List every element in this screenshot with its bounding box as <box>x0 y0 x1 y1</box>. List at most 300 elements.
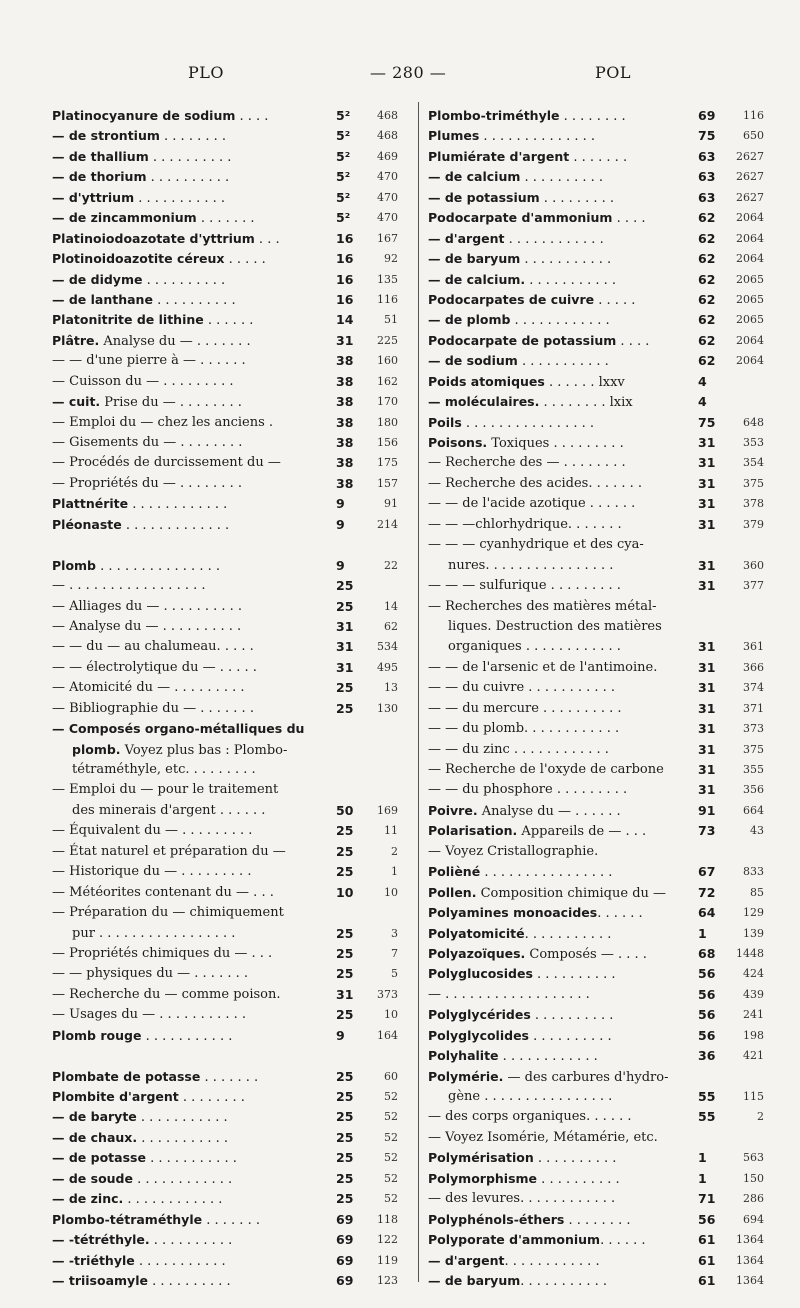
index-entry <box>52 413 404 433</box>
entry-text <box>428 208 696 229</box>
entry-headword: Polyglycérides <box>428 1007 531 1023</box>
entry-text <box>52 821 332 841</box>
entry-text <box>448 637 696 657</box>
entry-text <box>428 392 696 413</box>
entry-headword: Plumiérate d'argent <box>428 148 570 164</box>
volume-number: 38 <box>336 475 354 491</box>
index-entry <box>52 392 404 412</box>
volume-number: 31 <box>336 659 354 675</box>
page-reference: 563 <box>743 1151 764 1165</box>
page-reference: 10 <box>384 1008 398 1022</box>
entry-text <box>428 351 696 372</box>
index-entry <box>52 719 404 739</box>
index-entry <box>428 106 768 126</box>
index-entry <box>52 556 404 576</box>
entry-headword: — -triéthyle <box>52 1252 135 1268</box>
entry-subtext: Analyse du — . . . . . . <box>477 803 621 819</box>
volume-number: 31 <box>698 659 716 675</box>
entry-text <box>52 1169 332 1190</box>
entry-headword: Polyporate d'ammonium <box>428 1232 601 1248</box>
page-reference: 116 <box>743 109 764 122</box>
index-entry <box>52 474 404 494</box>
entry-text <box>52 842 332 862</box>
volume-number: 25 <box>336 843 354 859</box>
page-reference: 469 <box>377 149 398 163</box>
volume-number: 25 <box>336 823 354 839</box>
index-entry <box>428 1230 768 1250</box>
entry-headword: Platonitrite de lithine <box>52 312 204 328</box>
volume-number: 31 <box>698 639 716 655</box>
entry-text <box>52 433 332 453</box>
entry-subtext: . . . . . . . . . . <box>148 149 232 165</box>
entry-text <box>52 964 332 984</box>
volume-number: 31 <box>336 332 354 348</box>
entry-subtext: . . . . <box>612 211 646 227</box>
entry-text <box>428 1128 696 1148</box>
page-reference: 225 <box>377 333 398 347</box>
page-reference: 13 <box>384 681 398 695</box>
page-reference: 373 <box>743 722 764 736</box>
entry-text <box>52 637 332 657</box>
entry-subtext: — Équivalent du — . . . . . . . . . <box>52 823 253 839</box>
index-entry <box>52 331 404 351</box>
index-entry <box>52 535 404 555</box>
entry-subtext: — Analyse du — . . . . . . . . . . <box>52 618 242 634</box>
entry-headword: Plomb rouge <box>52 1027 142 1043</box>
entry-text <box>52 453 332 473</box>
volume-number: 56 <box>698 1027 716 1043</box>
page-reference: 375 <box>743 476 764 490</box>
volume-number: 50 <box>336 802 354 818</box>
entry-text <box>428 515 696 535</box>
index-entry <box>52 515 404 535</box>
index-entry <box>428 1026 768 1046</box>
entry-subtext: . . . . . . . . . . . <box>145 1151 237 1167</box>
entry-text <box>428 964 696 985</box>
entry-text <box>428 699 696 719</box>
index-entry <box>428 474 768 494</box>
page-reference: 60 <box>384 1069 398 1083</box>
volume-number: 9 <box>336 557 345 573</box>
page-reference: 85 <box>750 885 764 899</box>
entry-headword: — de zinc. <box>52 1191 124 1207</box>
entry-headword: — de thallium <box>52 148 149 164</box>
entry-text <box>52 1128 332 1149</box>
volume-number: 25 <box>336 598 354 614</box>
index-entry <box>52 433 404 453</box>
index-entry <box>52 249 404 269</box>
entry-text <box>52 1230 332 1251</box>
entry-subtext: . . . . <box>235 109 269 124</box>
entry-subtext: — — physiques du — . . . . . . . <box>52 966 249 982</box>
volume-number: 4 <box>698 373 707 389</box>
entry-text <box>428 1271 696 1292</box>
page-reference: 157 <box>377 476 398 490</box>
entry-text <box>52 310 332 331</box>
index-entry <box>52 1251 404 1271</box>
volume-number: 16 <box>336 251 354 267</box>
volume-number: 25 <box>336 1109 354 1125</box>
entry-headword: — d'argent <box>428 1252 505 1268</box>
entry-text <box>52 944 332 964</box>
page-reference: 52 <box>384 1192 398 1206</box>
volume-number: 1 <box>698 1150 707 1166</box>
page-reference: 2064 <box>736 231 764 245</box>
volume-number: 61 <box>698 1252 716 1268</box>
entry-subtext: . . . . . . . . . . <box>152 292 236 308</box>
volume-number: 9 <box>336 516 345 532</box>
index-entry <box>428 678 768 698</box>
entry-subtext: — des corps organiques. . . . . . <box>428 1109 632 1125</box>
entry-subtext: — — du — au chalumeau. . . . . <box>52 639 254 655</box>
entry-subtext: . . . <box>254 231 280 247</box>
entry-text <box>52 556 332 577</box>
entry-subtext: — des carbures d'hydro- <box>503 1069 669 1085</box>
entry-headword: — de strontium <box>52 128 160 144</box>
entry-subtext: . . . . . . . . . . . . <box>123 1192 223 1208</box>
entry-subtext: . . . . . . . . . . . <box>134 1253 226 1269</box>
volume-number: 62 <box>698 332 716 348</box>
entry-headword: — de calcium. <box>428 271 526 287</box>
index-entry <box>52 760 404 780</box>
entry-text <box>52 270 332 291</box>
page-reference: 10 <box>384 885 398 899</box>
volume-number: 25 <box>336 925 354 941</box>
entry-subtext: . . . . . . . . . . <box>146 170 230 186</box>
volume-number: 62 <box>698 353 716 369</box>
entry-text <box>428 1067 696 1088</box>
entry-text <box>52 147 332 168</box>
volume-number: 9 <box>336 1027 345 1043</box>
entry-text <box>52 1189 332 1210</box>
entry-subtext: Toxiques . . . . . . . . . <box>487 436 624 451</box>
volume-number: 31 <box>698 516 716 532</box>
page-reference: 2627 <box>736 190 764 204</box>
volume-number: 5² <box>336 210 351 226</box>
entry-subtext: . . . . . . . . . . . <box>525 272 617 288</box>
index-entry <box>428 392 768 412</box>
volume-number: 73 <box>698 823 716 839</box>
index-entry <box>52 576 404 596</box>
index-entry <box>52 1189 404 1209</box>
volume-number: 16 <box>336 230 354 246</box>
page-reference: 52 <box>384 1151 398 1165</box>
index-column-right <box>428 106 768 1291</box>
entry-subtext: — Historique du — . . . . . . . . . <box>52 864 252 880</box>
index-entry <box>428 290 768 310</box>
index-entry <box>52 821 404 841</box>
entry-headword: Poisons. <box>428 435 488 450</box>
entry-text <box>52 188 332 209</box>
page-reference: 22 <box>384 558 398 572</box>
index-entry <box>428 494 768 514</box>
entry-subtext: — Gisements du — . . . . . . . . <box>52 435 243 450</box>
volume-number: 55 <box>698 1109 716 1125</box>
volume-number: 62 <box>698 312 716 328</box>
page-reference: 52 <box>384 1110 398 1124</box>
page-reference: 52 <box>384 1130 398 1144</box>
index-entry <box>428 617 768 637</box>
index-entry <box>428 1005 768 1025</box>
entry-subtext: . . . . . . . . . . . . <box>504 1253 600 1269</box>
entry-subtext: — Propriétés chimiques du — . . . <box>52 945 273 961</box>
entry-text <box>428 924 696 945</box>
page-reference: 135 <box>377 272 398 286</box>
page-reference: 118 <box>377 1212 398 1226</box>
index-entry <box>52 780 404 800</box>
volume-number: 61 <box>698 1232 716 1248</box>
volume-number: 69 <box>336 1252 354 1268</box>
entry-subtext: . . . . . . . . . . . <box>524 926 612 942</box>
entry-subtext: . . . . . . . . . . . . <box>498 1049 598 1065</box>
volume-number: 69 <box>336 1232 354 1248</box>
entry-text <box>52 331 332 352</box>
page-reference: 150 <box>743 1171 764 1185</box>
index-entry <box>428 658 768 678</box>
entry-headword: Platinocyanure de sodium <box>52 108 236 123</box>
entry-subtext: — — —chlorhydrique. . . . . . . <box>428 516 622 532</box>
volume-number: 68 <box>698 945 716 961</box>
index-entry <box>428 862 768 882</box>
page-reference: 355 <box>743 763 764 776</box>
entry-subtext: — Préparation du — chimiquement <box>52 905 284 921</box>
page-reference: 2064 <box>736 354 764 368</box>
entry-subtext: — — du mercure . . . . . . . . . . <box>428 700 622 716</box>
index-entry <box>428 249 768 269</box>
entry-text <box>428 658 696 678</box>
entry-subtext: . . . . . . . . <box>559 109 626 124</box>
volume-number: 38 <box>336 414 354 430</box>
volume-number: 31 <box>698 557 716 573</box>
entry-text <box>428 1189 696 1209</box>
entry-text <box>428 1046 696 1067</box>
entry-text <box>428 331 696 352</box>
page-reference: 175 <box>377 456 398 470</box>
entry-subtext: . . . . . . . . . . . <box>137 1130 229 1146</box>
index-entry <box>52 1271 404 1291</box>
page-reference: 129 <box>743 906 764 920</box>
page-reference: 11 <box>384 824 398 838</box>
entry-headword: — cuit. <box>52 394 101 410</box>
entry-headword: — de baryte <box>52 1109 137 1125</box>
entry-headword: Podocarpates de cuivre <box>428 291 595 307</box>
entry-subtext: Composés — . . . . <box>525 946 647 962</box>
page-reference: 7 <box>391 946 398 960</box>
index-entry <box>428 964 768 984</box>
entry-subtext: liques. Destruction des matières <box>448 618 662 634</box>
entry-headword: — de sodium <box>428 353 518 369</box>
entry-text <box>428 1169 696 1190</box>
entry-subtext: — Recherche de l'oxyde de carbone <box>428 762 664 777</box>
index-entry <box>428 924 768 944</box>
page-reference: 2065 <box>736 272 764 286</box>
entry-subtext: pur . . . . . . . . . . . . . . . . . <box>72 925 236 941</box>
entry-headword: Plombite d'argent <box>52 1089 179 1104</box>
page-reference: 2 <box>391 844 398 858</box>
entry-headword: Plotinoidoazotite céreux <box>52 251 225 267</box>
entry-text <box>52 862 332 882</box>
entry-headword: — d'argent <box>428 230 505 246</box>
volume-number: 1 <box>698 925 707 941</box>
entry-text <box>428 883 696 904</box>
page-reference: 43 <box>750 824 764 838</box>
page-reference: 2064 <box>736 333 764 347</box>
volume-number: 61 <box>698 1272 716 1288</box>
entry-subtext: . . . . . . . . . . . <box>517 354 609 370</box>
page-reference: 1364 <box>736 1273 764 1287</box>
entry-text <box>428 944 696 965</box>
volume-number: 62 <box>698 271 716 287</box>
entry-subtext: — Atomicité du — . . . . . . . . . <box>52 680 245 696</box>
entry-headword: Plomb <box>52 557 97 573</box>
entry-text <box>52 249 332 270</box>
entry-subtext: Analyse du — . . . . . . . <box>99 333 251 349</box>
entry-subtext: — Recherche du — comme poison. <box>52 986 281 1002</box>
page-reference: 650 <box>743 129 764 143</box>
entry-text <box>52 474 332 494</box>
entry-subtext: — Propriétés du — . . . . . . . . <box>52 475 242 491</box>
page-reference: 2065 <box>736 313 764 327</box>
index-entry <box>52 1026 404 1046</box>
page-reference: 2 <box>757 1110 764 1124</box>
volume-number: 4 <box>698 394 707 410</box>
index-entry <box>52 290 404 310</box>
index-entry <box>52 167 404 187</box>
index-entry <box>52 883 404 903</box>
page-reference: 648 <box>743 415 764 429</box>
page-reference: 360 <box>743 558 764 572</box>
entry-headword: Podocarpate de potassium <box>428 332 617 348</box>
volume-number: 31 <box>698 435 716 450</box>
volume-number: 91 <box>698 802 716 818</box>
entry-headword: Podocarpate d'ammonium <box>428 210 613 226</box>
volume-number: 31 <box>698 496 716 512</box>
page-reference: 1448 <box>736 946 764 960</box>
index-entry <box>428 597 768 617</box>
entry-text <box>52 576 332 596</box>
volume-number: 69 <box>336 1211 354 1227</box>
volume-number: 31 <box>336 618 354 634</box>
entry-headword: — de potasse <box>52 1150 146 1166</box>
volume-number: 14 <box>336 312 354 328</box>
entry-text <box>52 985 332 1005</box>
page-reference: 366 <box>743 660 764 674</box>
entry-text <box>52 1251 332 1272</box>
entry-subtext: . . . . . . . . . . <box>149 1233 233 1249</box>
entry-headword: Polymorphisme <box>428 1170 538 1186</box>
entry-subtext: . . . . . . . . . . . . . . <box>479 129 596 145</box>
entry-headword: — de thorium <box>52 169 147 185</box>
entry-text <box>428 1107 696 1127</box>
entry-subtext: . . . . . . . . . . . . <box>504 231 604 247</box>
entry-text <box>52 1087 332 1108</box>
index-entry <box>52 1087 404 1107</box>
volume-number: 9 <box>336 496 345 512</box>
volume-number: 31 <box>698 700 716 716</box>
entry-text <box>428 862 696 883</box>
entry-subtext: . . . . . . . . . . <box>520 170 604 186</box>
entry-subtext: . . . . . . <box>597 906 643 922</box>
volume-number: 67 <box>698 864 716 880</box>
entry-text <box>52 903 332 923</box>
entry-headword: Polymérisation <box>428 1150 534 1166</box>
index-entry <box>428 740 768 760</box>
entry-text <box>428 597 696 617</box>
index-entry <box>428 453 768 473</box>
entry-text <box>428 985 696 1005</box>
page-reference: 169 <box>377 803 398 817</box>
entry-subtext: — — du cuivre . . . . . . . . . . . <box>428 680 616 696</box>
entry-subtext: nures. . . . . . . . . . . . . . . . <box>448 557 614 573</box>
index-entry <box>428 1210 768 1230</box>
entry-subtext: . . . . . . <box>203 313 254 329</box>
entry-text <box>52 617 332 637</box>
entry-subtext: . . . . . . . . . . . . . <box>121 517 230 533</box>
volume-number: 10 <box>336 884 354 900</box>
index-entry <box>428 821 768 841</box>
entry-text <box>428 1026 696 1047</box>
page-reference: 2627 <box>736 170 764 184</box>
entry-text <box>52 208 332 229</box>
entry-subtext: Voyez plus bas : Plombo- <box>120 742 288 758</box>
entry-text <box>428 760 696 780</box>
entry-subtext: — — d'une pierre à — . . . . . . <box>52 353 246 369</box>
entry-headword: — de baryum <box>428 1272 521 1288</box>
page-reference: 378 <box>743 497 764 511</box>
entry-subtext: . . . . . . . . . . . . . . . <box>96 558 220 574</box>
page-reference: 1 <box>391 865 398 879</box>
page-reference: 180 <box>377 415 398 429</box>
index-entry <box>428 310 768 330</box>
page-number: — 280 — <box>370 63 447 82</box>
page-reference: 371 <box>743 701 764 715</box>
entry-subtext: . . . . . . . . . . . . <box>128 497 228 513</box>
volume-number: 75 <box>698 128 716 144</box>
entry-subtext: . . . . . . . . lxix <box>539 395 633 411</box>
running-head-right: POL <box>595 63 632 82</box>
entry-subtext: — . . . . . . . . . . . . . . . . . . <box>428 986 590 1002</box>
page-reference: 164 <box>377 1028 398 1042</box>
entry-subtext: . . . . . . lxxv <box>544 374 625 390</box>
index-entry <box>428 229 768 249</box>
page-reference: 2627 <box>736 149 764 163</box>
index-entry <box>428 147 768 167</box>
page-reference: 374 <box>743 681 764 695</box>
entry-headword: — de baryum <box>428 251 521 267</box>
page-reference: 51 <box>384 313 398 327</box>
entry-subtext: . . . . . . . . . . . . . . . . <box>480 865 613 881</box>
index-entry <box>52 147 404 167</box>
index-entry <box>428 413 768 433</box>
entry-headword: Plombate de potasse <box>52 1068 201 1084</box>
page-reference: 116 <box>377 292 398 306</box>
page-reference: 122 <box>377 1233 398 1247</box>
volume-number: 31 <box>698 680 716 696</box>
entry-text <box>428 576 696 596</box>
page-reference: 468 <box>377 109 398 122</box>
volume-number: 5² <box>336 169 351 185</box>
index-entry <box>428 1107 768 1127</box>
volume-number: 31 <box>698 782 716 798</box>
entry-subtext: . . . . . . . . . . <box>529 1028 612 1044</box>
entry-text <box>428 1148 696 1169</box>
page-reference: 356 <box>743 783 764 797</box>
entry-text <box>52 351 332 371</box>
entry-text <box>428 453 696 473</box>
volume-number: 31 <box>698 741 716 757</box>
entry-subtext: . . . . . . . <box>196 211 255 227</box>
page-reference: 167 <box>377 231 398 245</box>
